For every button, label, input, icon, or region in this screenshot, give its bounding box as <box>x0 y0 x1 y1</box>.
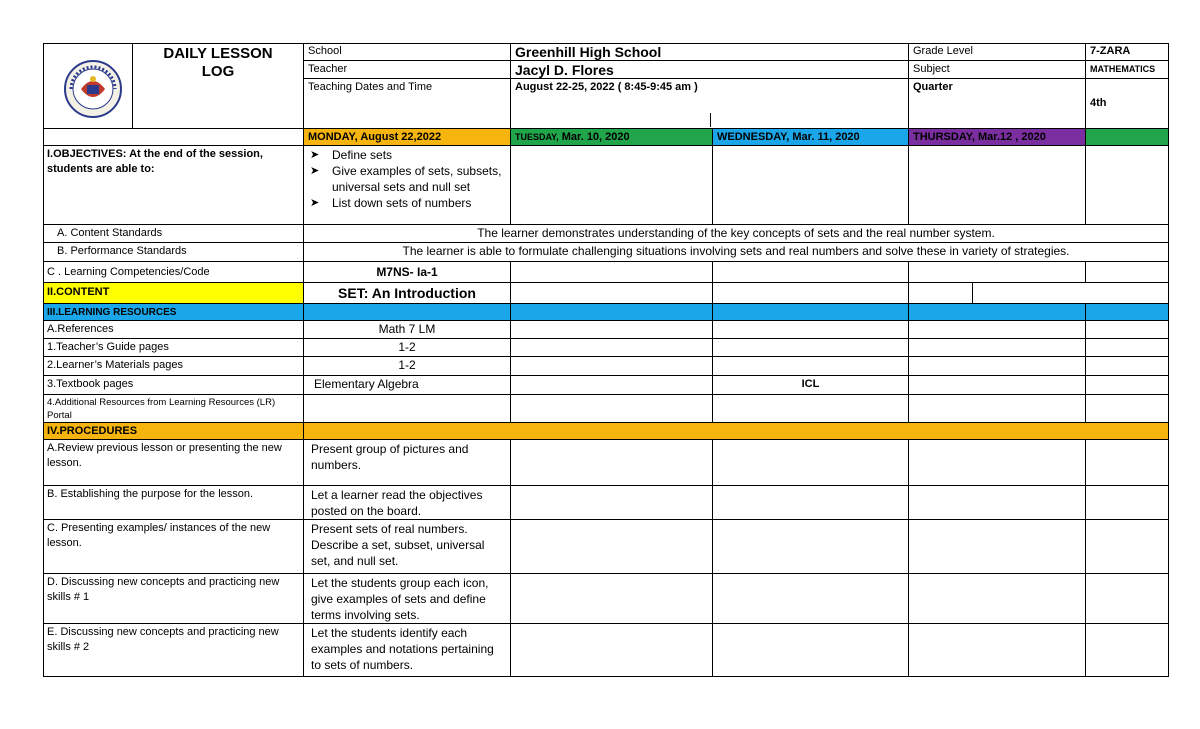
day-monday: MONDAY, August 22,2022 <box>304 129 511 146</box>
objective-text: Give examples of sets, subsets, universal sets and null set <box>332 164 502 194</box>
procedure-e-friday <box>1086 624 1169 677</box>
tb-tuesday <box>511 376 713 395</box>
procedure-a-friday <box>1086 440 1169 486</box>
logo-cell <box>43 43 133 129</box>
procedure-b-value: Let a learner read the objectives posted on the board. <box>304 486 511 520</box>
procedure-c-label: C. Presenting examples/ instances of the new lesson. <box>43 520 304 574</box>
day-tuesday <box>511 129 713 146</box>
procedure-c-value: Present sets of real numbers. Describe a set, subset, universal set, and null set. <box>304 520 511 574</box>
objectives-tuesday <box>511 146 713 225</box>
arrow-bullet-icon: ➤ <box>310 197 320 209</box>
procedure-e-value: Let the students identify each examples and notations pertaining to sets of numbers. <box>304 624 511 677</box>
content-wednesday <box>713 283 909 304</box>
lr-label: 4.Additional Resources from Learning Resources (LR) Portal <box>43 395 304 423</box>
list-item <box>308 195 506 211</box>
day-row-blank <box>43 129 304 146</box>
procedure-b-thursday <box>909 486 1086 520</box>
lm-thursday <box>909 357 1086 376</box>
lr-thursday <box>909 395 1086 423</box>
procedure-e-label: E. Discussing new concepts and practicing new skills # 2 <box>43 624 304 677</box>
list-item <box>308 163 506 195</box>
competencies-thursday <box>909 262 1086 283</box>
procedure-d-value: Let the students group each icon, give examples of sets and define terms involving sets. <box>304 574 511 624</box>
lr-wednesday <box>713 395 909 423</box>
competencies-value: M7NS- Ia-1 <box>304 262 511 283</box>
procedure-d-friday <box>1086 574 1169 624</box>
school-label: School <box>304 43 511 61</box>
lr-monday <box>304 395 511 423</box>
lm-label: 2.Learner’s Materials pages <box>43 357 304 376</box>
resources-blue-5 <box>1086 304 1169 321</box>
content-standards-label: A. Content Standards <box>43 225 304 243</box>
lr-friday <box>1086 395 1169 423</box>
lesson-log-table <box>43 43 1169 677</box>
procedure-e-thursday <box>909 624 1086 677</box>
objectives-friday <box>1086 146 1169 225</box>
day-wednesday: WEDNESDAY, Mar. 11, 2020 <box>713 129 909 146</box>
procedure-b-friday <box>1086 486 1169 520</box>
objectives-wednesday <box>713 146 909 225</box>
competencies-tuesday <box>511 262 713 283</box>
lr-tuesday <box>511 395 713 423</box>
dates-label: Teaching Dates and Time <box>304 79 511 129</box>
tg-wednesday <box>713 339 909 357</box>
content-tuesday <box>511 283 713 304</box>
procedure-d-label: D. Discussing new concepts and practicing new skills # 1 <box>43 574 304 624</box>
procedure-a-label: A.Review previous lesson or presenting the new lesson. <box>43 440 304 486</box>
tg-tuesday <box>511 339 713 357</box>
competencies-wednesday <box>713 262 909 283</box>
quarter-label: Quarter <box>909 79 1086 129</box>
resources-blue-2 <box>511 304 713 321</box>
procedures-band <box>304 423 1169 440</box>
tg-value: 1-2 <box>304 339 511 357</box>
resources-blue-4 <box>909 304 1086 321</box>
objective-text: List down sets of numbers <box>332 196 472 210</box>
content-label: II.CONTENT <box>43 283 304 304</box>
procedure-a-tuesday <box>511 440 713 486</box>
references-thursday <box>909 321 1086 339</box>
subject-label: Subject <box>909 61 1086 79</box>
day-friday <box>1086 129 1169 146</box>
tg-thursday <box>909 339 1086 357</box>
procedure-a-value: Present group of pictures and numbers. <box>304 440 511 486</box>
grade-value: 7-ZARA <box>1086 43 1169 61</box>
content-thursday-b <box>973 283 1169 304</box>
lm-value: 1-2 <box>304 357 511 376</box>
performance-standards-value: The learner is able to formulate challenging situations involving sets and real numbers and solve these in variety of strategies. <box>304 243 1169 262</box>
list-item <box>308 147 506 163</box>
dates-value: August 22-25, 2022 ( 8:45-9:45 am ) <box>511 79 909 129</box>
tb-thursday <box>909 376 1086 395</box>
procedure-c-thursday <box>909 520 1086 574</box>
references-friday <box>1086 321 1169 339</box>
content-standards-value: The learner demonstrates understanding of the key concepts of sets and the real number system. <box>304 225 1169 243</box>
performance-standards-label: B. Performance Standards <box>43 243 304 262</box>
content-value: SET: An Introduction <box>304 283 511 304</box>
procedure-c-friday <box>1086 520 1169 574</box>
tb-wednesday: ICL <box>713 376 909 395</box>
procedures-label: IV.PROCEDURES <box>43 423 304 440</box>
arrow-bullet-icon: ➤ <box>310 165 320 177</box>
resources-blue-1 <box>304 304 511 321</box>
lm-tuesday <box>511 357 713 376</box>
procedure-d-wednesday <box>713 574 909 624</box>
procedure-e-tuesday <box>511 624 713 677</box>
procedure-b-label: B. Establishing the purpose for the lesson. <box>43 486 304 520</box>
lm-wednesday <box>713 357 909 376</box>
procedure-d-thursday <box>909 574 1086 624</box>
references-tuesday <box>511 321 713 339</box>
school-value: Greenhill High School <box>511 43 909 61</box>
procedure-b-tuesday <box>511 486 713 520</box>
references-value: Math 7 LM <box>304 321 511 339</box>
subject-value: MATHEMATICS <box>1086 61 1169 79</box>
procedure-d-tuesday <box>511 574 713 624</box>
teacher-value: Jacyl D. Flores <box>511 61 909 79</box>
tb-value: Elementary Algebra <box>304 376 511 395</box>
tb-label: 3.Textbook pages <box>43 376 304 395</box>
quarter-value: 4th <box>1086 79 1169 129</box>
procedure-c-tuesday <box>511 520 713 574</box>
procedure-a-wednesday <box>713 440 909 486</box>
objectives-label: I.OBJECTIVES: At the end of the session, students are able to: <box>43 146 304 225</box>
references-label: A.References <box>43 321 304 339</box>
tb-friday <box>1086 376 1169 395</box>
deped-seal-icon <box>63 59 123 119</box>
page-title-line2: LOG <box>201 63 235 80</box>
objectives-list <box>308 147 506 211</box>
procedure-e-wednesday <box>713 624 909 677</box>
arrow-bullet-icon: ➤ <box>310 149 320 161</box>
grade-label: Grade Level <box>909 43 1086 61</box>
teacher-label: Teacher <box>304 61 511 79</box>
content-thursday-a <box>909 283 973 304</box>
cursor-tick <box>710 113 711 127</box>
tg-label: 1.Teacher’s Guide pages <box>43 339 304 357</box>
lm-friday <box>1086 357 1169 376</box>
objectives-monday <box>304 146 511 225</box>
day-tuesday-prefix: TUESDAY, <box>515 132 559 142</box>
tg-friday <box>1086 339 1169 357</box>
procedure-c-wednesday <box>713 520 909 574</box>
objective-text: Define sets <box>332 148 393 162</box>
resources-blue-3 <box>713 304 909 321</box>
procedure-b-wednesday <box>713 486 909 520</box>
day-thursday: THURSDAY, Mar.12 , 2020 <box>909 129 1086 146</box>
title-cell <box>133 43 304 129</box>
procedure-a-thursday <box>909 440 1086 486</box>
references-wednesday <box>713 321 909 339</box>
resources-label: III.LEARNING RESOURCES <box>43 304 304 321</box>
competencies-label: C . Learning Competencies/Code <box>43 262 304 283</box>
day-tuesday-date: Mar. 10, 2020 <box>561 131 630 143</box>
competencies-friday <box>1086 262 1169 283</box>
page-title-line1: DAILY LESSON <box>163 45 273 62</box>
objectives-thursday <box>909 146 1086 225</box>
